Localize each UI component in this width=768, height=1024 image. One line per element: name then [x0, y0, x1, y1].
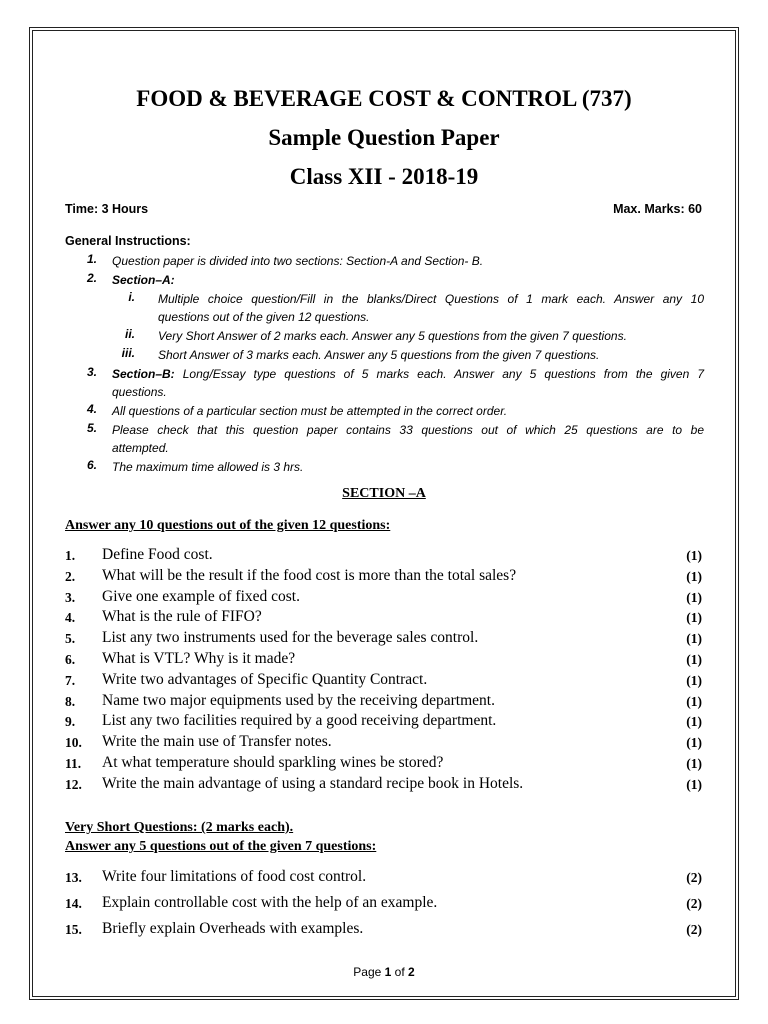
question-number: 13.: [65, 870, 82, 885]
instruction-number: 2.: [86, 271, 97, 285]
question-row: [0, 671, 768, 692]
max-marks: Max. Marks: 60: [613, 202, 702, 216]
question-text: Write the main use of Transfer notes.: [102, 733, 332, 751]
question-marks: (1): [686, 693, 702, 709]
instruction-text: [112, 365, 704, 383]
question-marks: (1): [686, 714, 702, 730]
question-row: [0, 754, 768, 775]
instruction-text: questions.: [112, 385, 167, 399]
instruction-label: Section–B:: [112, 367, 175, 381]
question-marks: (1): [686, 568, 702, 584]
instruction-number: iii.: [121, 346, 135, 360]
question-marks: (1): [686, 735, 702, 751]
instruction-text: Very Short Answer of 2 marks each. Answer any 5 questions from the given 7 questions.: [158, 329, 627, 343]
section-a-instruction: Answer any 10 questions out of the given 12 questions:: [65, 518, 391, 533]
question-number: 2.: [65, 568, 76, 584]
question-marks: (1): [686, 776, 702, 792]
question-row: [0, 588, 768, 609]
question-text: What is VTL? Why is it made?: [102, 650, 296, 667]
question-row: [0, 775, 768, 796]
question-marks: (1): [686, 548, 702, 563]
question-text: What is the rule of FIFO?: [102, 608, 262, 626]
instruction-text: Multiple choice question/Fill in the blanks/Direct Questions of 1 mark each. Answer any 10: [158, 292, 704, 306]
question-number: 5.: [65, 631, 76, 647]
question-number: 8.: [65, 693, 76, 709]
question-number: 9.: [65, 714, 76, 730]
instruction-text: Please check that this question paper contains 33 questions out of which 25 questions are to be: [112, 423, 704, 437]
question-text: At what temperature should sparkling wines be stored?: [102, 754, 444, 771]
very-short-heading: Very Short Questions: (2 marks each).: [65, 820, 294, 835]
paper-subtitle: Sample Question Paper: [268, 125, 500, 150]
instruction-text: All questions of a particular section must be attempted in the correct order.: [112, 404, 508, 418]
instruction-text: Short Answer of 3 marks each. Answer any 5 questions from the given 7 questions.: [158, 348, 600, 362]
page-of-label: of: [391, 965, 409, 979]
instruction-number: ii.: [124, 327, 135, 341]
question-marks: (1): [686, 589, 702, 605]
question-text: Briefly explain Overheads with examples.: [102, 920, 364, 937]
question-marks: (2): [686, 922, 702, 937]
question-number: 6.: [65, 652, 76, 667]
question-row: [0, 546, 768, 567]
question-row: [0, 920, 768, 941]
question-number: 12.: [65, 776, 82, 792]
question-marks: (1): [686, 652, 702, 667]
very-short-instruction: Answer any 5 questions out of the given 7 questions:: [65, 839, 377, 854]
question-row: [0, 629, 768, 650]
instructions-heading: General Instructions:: [65, 234, 191, 248]
question-number: 11.: [65, 756, 82, 771]
instruction-number: 5.: [86, 421, 97, 435]
question-text: Explain controllable cost with the help of an example.: [102, 894, 438, 911]
instruction-text: The maximum time allowed is 3 hrs.: [112, 460, 304, 474]
question-text: Give one example of fixed cost.: [102, 587, 300, 605]
question-row: [0, 567, 768, 588]
instruction-number: 6.: [86, 458, 97, 472]
instruction-text: attempted.: [112, 441, 169, 455]
question-text: List any two facilities required by a good receiving department.: [102, 712, 497, 730]
page-current: 1: [384, 965, 392, 979]
question-text: Write two advantages of Specific Quantity Contract.: [102, 670, 428, 688]
instruction-label: Section–A:: [112, 273, 175, 287]
question-text: Define Food cost.: [102, 546, 213, 563]
instruction-number: i.: [128, 290, 135, 304]
question-marks: (2): [686, 870, 702, 885]
instruction-text: Question paper is divided into two sections: Section-A and Section- B.: [112, 254, 484, 268]
paper-title: FOOD & BEVERAGE COST & CONTROL (737): [136, 86, 632, 111]
question-number: 10.: [65, 735, 82, 751]
question-row: [0, 868, 768, 889]
question-row: [0, 650, 768, 671]
instruction-number: 3.: [86, 365, 97, 379]
question-marks: (2): [686, 896, 702, 911]
section-a-title: SECTION –A: [342, 486, 426, 501]
question-number: 1.: [65, 548, 76, 563]
question-number: 14.: [65, 896, 82, 911]
question-row: [0, 692, 768, 713]
question-number: 3.: [65, 589, 76, 605]
question-number: 15.: [65, 922, 82, 937]
time-allowed: Time: 3 Hours: [65, 202, 149, 216]
question-row: [0, 894, 768, 915]
instruction-number: 4.: [86, 402, 97, 416]
question-marks: (1): [686, 672, 702, 688]
question-number: 7.: [65, 672, 76, 688]
page-total: 2: [408, 965, 415, 979]
question-text: Write the main advantage of using a standard recipe book in Hotels.: [102, 774, 524, 792]
page-label: Page: [353, 965, 385, 979]
question-marks: (1): [686, 631, 702, 647]
instruction-number: 1.: [86, 252, 97, 266]
page-footer: [0, 965, 768, 979]
question-marks: (1): [686, 756, 702, 771]
instruction-text-part: Long/Essay type questions of 5 marks each. Answer any 5 questions from the given 7: [174, 367, 704, 381]
question-text: Name two major equipments used by the receiving department.: [102, 691, 495, 709]
question-marks: (1): [686, 610, 702, 626]
question-row: [0, 733, 768, 754]
question-text: List any two instruments used for the beverage sales control.: [102, 629, 479, 647]
instruction-text: questions out of the given 12 questions.: [158, 310, 370, 324]
question-number: 4.: [65, 610, 76, 626]
question-row: [0, 608, 768, 629]
question-text: What will be the result if the food cost is more than the total sales?: [102, 566, 517, 584]
question-row: [0, 712, 768, 733]
class-line: Class XII - 2018-19: [289, 164, 479, 189]
question-text: Write four limitations of food cost control.: [102, 868, 367, 885]
